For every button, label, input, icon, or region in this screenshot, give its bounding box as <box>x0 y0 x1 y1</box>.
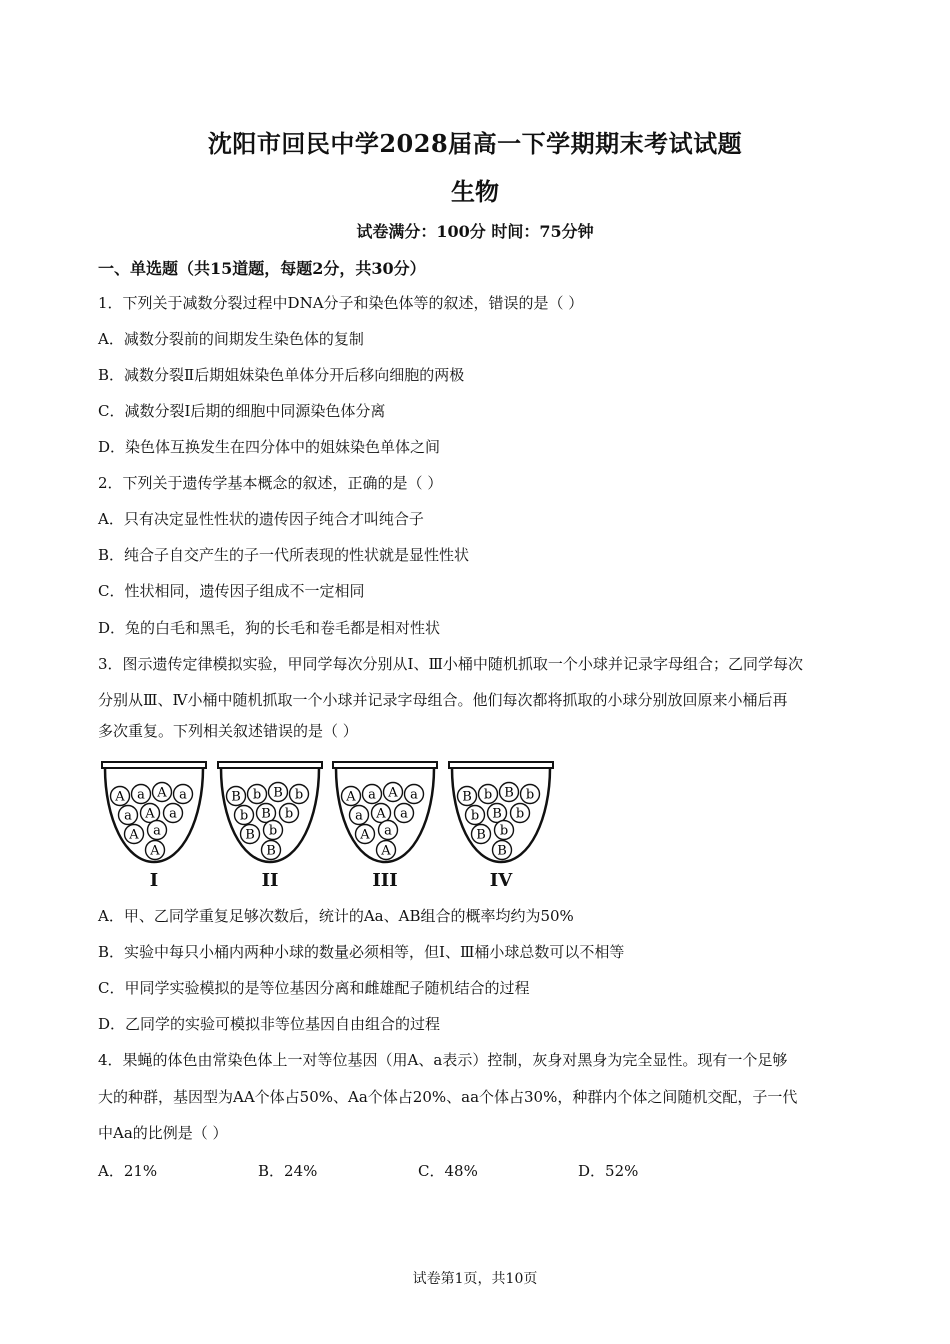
ball <box>377 841 396 860</box>
exam-meta: 试卷满分：100分 时间：75分钟 <box>356 222 594 241</box>
question-3-stem-line-3: 多次重复。下列相关叙述错误的是（ ） <box>98 722 358 740</box>
bucket-label-2: II <box>261 870 279 891</box>
ball <box>466 806 485 825</box>
ball <box>248 785 267 804</box>
svg-text:b: b <box>483 787 493 803</box>
ball <box>500 783 519 802</box>
question-1-option-b: B．减数分裂Ⅱ后期姐妹染色单体分开后移向细胞的两极 <box>98 366 465 384</box>
ball <box>493 841 512 860</box>
ball <box>405 785 424 804</box>
subject-title: 生物 <box>451 177 499 206</box>
question-3-option-d: D．乙同学的实验可模拟非等位基因自由组合的过程 <box>98 1015 441 1033</box>
svg-text:b: b <box>284 806 294 822</box>
question-4-stem-line-3: 中Aa的比例是（ ） <box>98 1124 228 1142</box>
svg-text:b: b <box>252 787 262 803</box>
question-4-option-a: A．21% <box>98 1162 158 1180</box>
ball <box>125 825 144 844</box>
ball <box>495 821 514 840</box>
ball <box>269 783 288 802</box>
question-2-option-a: A．只有决定显性性状的遗传因子纯合才叫纯合子 <box>98 510 424 528</box>
svg-text:B: B <box>492 806 502 822</box>
ball <box>379 821 398 840</box>
ball <box>350 806 369 825</box>
svg-text:b: b <box>499 823 509 839</box>
svg-text:A: A <box>376 806 386 822</box>
svg-text:B: B <box>462 789 472 805</box>
question-3-option-a: A．甲、乙同学重复足够次数后，统计的Aa、AB组合的概率均约为50% <box>98 907 574 925</box>
question-3-option-c: C．甲同学实验模拟的是等位基因分离和雌雄配子随机结合的过程 <box>98 979 530 997</box>
ball <box>395 804 414 823</box>
ball <box>119 806 138 825</box>
svg-text:b: b <box>515 806 525 822</box>
svg-text:a: a <box>368 787 376 803</box>
svg-text:a: a <box>153 823 161 839</box>
svg-text:A: A <box>115 789 125 805</box>
question-2-option-d: D．兔的白毛和黑毛，狗的长毛和卷毛都是相对性状 <box>98 619 441 637</box>
ball <box>511 804 530 823</box>
bucket-4 <box>447 758 555 866</box>
page-footer: 试卷第1页，共10页 <box>412 1271 538 1287</box>
question-4-stem-line-1: 4．果蝇的体色由常染色体上一对等位基因（用A、a表示）控制，灰身对黑身为完全显性。现有一个足够 <box>98 1051 788 1069</box>
question-4-stem-line-2: 大的种群，基因型为AA个体占50%、Aa个体占20%、aa个体占30%，种群内个体之间随机交配，子一代 <box>98 1088 798 1106</box>
ball <box>342 787 361 806</box>
ball <box>356 825 375 844</box>
question-3-option-b: B．实验中每只小桶内两种小球的数量必须相等，但Ⅰ、Ⅲ桶小球总数可以不相等 <box>98 943 625 961</box>
question-1-option-d: D．染色体互换发生在四分体中的姐妹染色单体之间 <box>98 438 441 456</box>
svg-text:a: a <box>169 806 177 822</box>
question-3-stem-line-1: 3．图示遗传定律模拟实验，甲同学每次分别从Ⅰ、Ⅲ小桶中随机抓取一个小球并记录字母组合；乙同学每次 <box>98 655 803 673</box>
ball <box>153 783 172 802</box>
svg-text:A: A <box>129 827 139 843</box>
svg-text:A: A <box>157 785 167 801</box>
svg-text:a: a <box>137 787 145 803</box>
ball <box>521 785 540 804</box>
svg-text:A: A <box>145 806 155 822</box>
svg-text:A: A <box>381 843 391 859</box>
ball <box>458 787 477 806</box>
svg-text:A: A <box>388 785 398 801</box>
svg-text:b: b <box>268 823 278 839</box>
svg-text:b: b <box>239 808 249 824</box>
ball <box>146 841 165 860</box>
svg-text:B: B <box>261 806 271 822</box>
svg-text:A: A <box>150 843 160 859</box>
svg-text:B: B <box>476 827 486 843</box>
svg-text:B: B <box>266 843 276 859</box>
exam-title: 沈阳市回民中学2028届高一下学期期末考试试题 <box>207 129 743 158</box>
bucket-2 <box>216 758 324 866</box>
svg-text:B: B <box>504 785 514 801</box>
question-4-option-b: B．24% <box>258 1162 318 1180</box>
ball <box>262 841 281 860</box>
ball <box>472 825 491 844</box>
ball <box>257 804 276 823</box>
ball <box>363 785 382 804</box>
svg-text:a: a <box>124 808 132 824</box>
ball <box>488 804 507 823</box>
ball <box>148 821 167 840</box>
question-4-option-c: C．48% <box>418 1162 478 1180</box>
bucket-label-1: I <box>149 870 159 891</box>
ball <box>384 783 403 802</box>
question-2-stem: 2．下列关于遗传学基本概念的叙述，正确的是（ ） <box>98 474 443 492</box>
question-3-stem-line-2: 分别从Ⅲ、Ⅳ小桶中随机抓取一个小球并记录字母组合。他们每次都将抓取的小球分别放回原来小桶后再 <box>98 691 788 709</box>
svg-text:B: B <box>245 827 255 843</box>
svg-text:A: A <box>360 827 370 843</box>
bucket-label-4: IV <box>489 870 513 891</box>
question-4-option-d: D．52% <box>578 1162 639 1180</box>
ball <box>174 785 193 804</box>
svg-text:B: B <box>231 789 241 805</box>
ball <box>241 825 260 844</box>
ball <box>479 785 498 804</box>
svg-text:a: a <box>179 787 187 803</box>
ball <box>280 804 299 823</box>
ball <box>132 785 151 804</box>
svg-text:A: A <box>346 789 356 805</box>
svg-text:b: b <box>525 787 535 803</box>
ball <box>111 787 130 806</box>
ball <box>290 785 309 804</box>
ball <box>141 804 160 823</box>
ball <box>264 821 283 840</box>
svg-text:a: a <box>400 806 408 822</box>
ball <box>227 787 246 806</box>
question-1-option-a: A．减数分裂前的间期发生染色体的复制 <box>98 330 364 348</box>
question-2-option-b: B．纯合子自交产生的子一代所表现的性状就是显性性状 <box>98 546 470 564</box>
ball <box>164 804 183 823</box>
question-1-option-c: C．减数分裂Ⅰ后期的细胞中同源染色体分离 <box>98 402 386 420</box>
svg-text:a: a <box>384 823 392 839</box>
bucket-label-3: III <box>372 870 398 891</box>
svg-text:B: B <box>273 785 283 801</box>
ball <box>372 804 391 823</box>
question-1-stem: 1．下列关于减数分裂过程中DNA分子和染色体等的叙述，错误的是（ ） <box>98 294 584 312</box>
svg-text:a: a <box>410 787 418 803</box>
bucket-1 <box>100 758 208 866</box>
svg-text:b: b <box>294 787 304 803</box>
svg-text:b: b <box>470 808 480 824</box>
ball <box>235 806 254 825</box>
svg-text:a: a <box>355 808 363 824</box>
section-heading: 一、单选题（共15道题，每题2分，共30分） <box>98 259 426 278</box>
question-2-option-c: C．性状相同，遗传因子组成不一定相同 <box>98 582 365 600</box>
svg-text:B: B <box>497 843 507 859</box>
bucket-3 <box>331 758 439 866</box>
